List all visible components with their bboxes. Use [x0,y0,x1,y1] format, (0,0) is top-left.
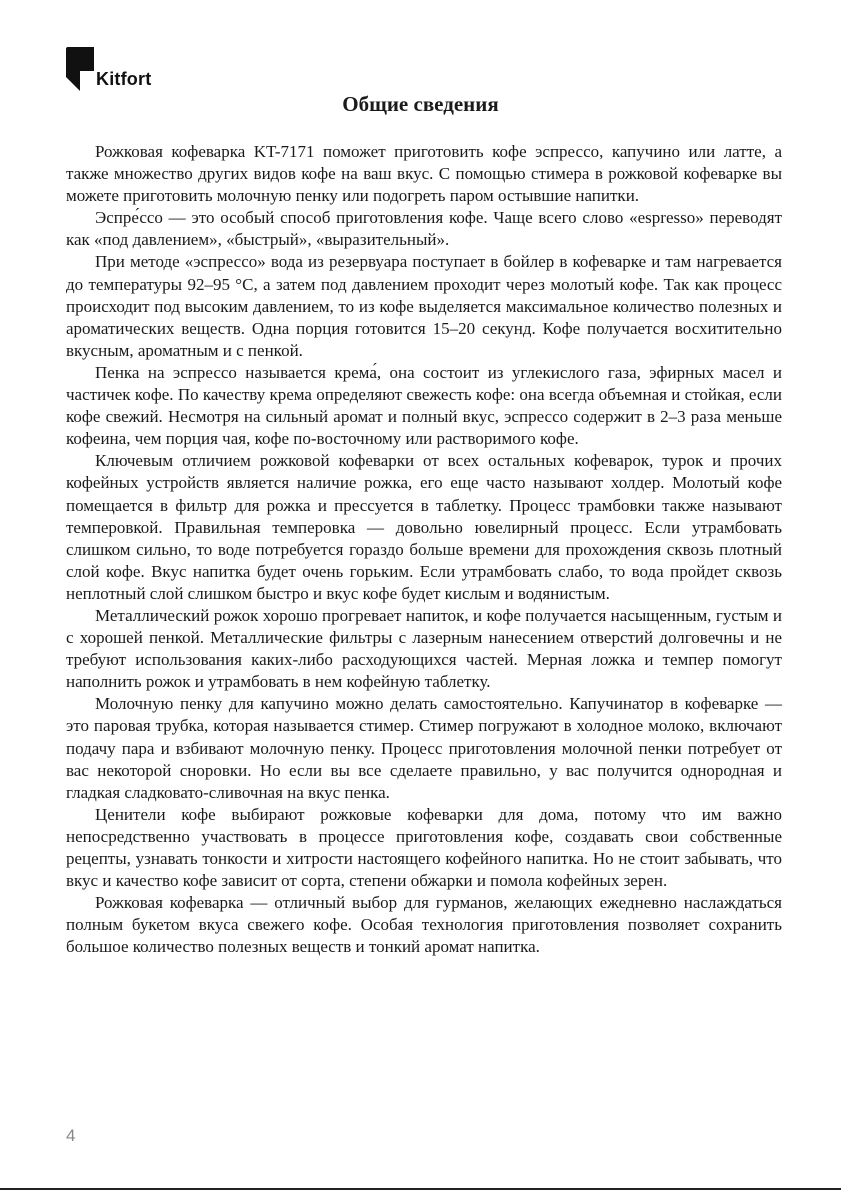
paragraph: Рожковая кофеварка — отличный выбор для гурманов, желающих ежедневно наслаждаться полным букетом вкуса свежего кофе. Особая технология приготовления позволяет сохранить большое количество полезных веществ и тонкий аромат напитка. [66,893,782,957]
page-number: 4 [66,1126,76,1145]
paragraph: Эспре́ссо — это особый способ приготовления кофе. Чаще всего слово «espresso» переводят как «под давлением», «быстрый», «выразительный». [66,208,782,250]
page-title: Общие сведения [342,92,499,116]
brand-name: Kitfort [96,69,152,89]
kitfort-logo-icon [66,47,94,91]
paragraph: Пенка на эспрессо называется крема́, она состоит из углекислого газа, эфирных масел и частичек кофе. По качеству крема определяют свежесть кофе: она всегда объемная и стойкая, если кофе свежий. Несмотря на сильный аромат и полный вкус, эспрессо содержит в 2–3 раза меньше кофеина, чем порция чая, кофе по-восточному или растворимого кофе. [66,362,782,449]
paragraph: При методе «эспрессо» вода из резервуара поступает в бойлер в кофеварке и там нагревается до температуры 92–95 °С, а затем под давлением проходит через молотый кофе. Так как процесс происходит под высоким давлением, то из кофе выделяется максимальное количество полезных и ароматических веществ. Одна порция готовится 15–20 секунд. Кофе получается восхитительно вкусным, ароматным и с пенкой. [66,252,782,360]
bottom-divider [0,1188,841,1190]
paragraph: Ключевым отличием рожковой кофеварки от всех остальных кофеварок, турок и прочих кофейных устройств является наличие рожка, его еще часто называют холдер. Молотый кофе помещается в фильтр для рожка и прессуется в таблетку. Процесс трамбовки также называют темперовкой. Правильная темперовка — довольно ювелирный процесс. Если утрамбовать слишком сильно, то воде потребуется гораздо больше времени для прохождения сквозь плотный слой кофе. Вкус напитка будет очень горьким. Если утрамбовать слабо, то вода пройдет сквозь неплотный слой слишком быстро и вкус кофе будет кислым и водянистым. [66,451,782,603]
brand-logo [66,47,151,91]
paragraph: Рожковая кофеварка KT-7171 поможет приготовить кофе эспрессо, капучино или латте, а также множество других видов кофе на ваш вкус. С помощью стимера в рожковой кофеварке вы можете приготовить молочную пенку или подогреть паром остывшие напитки. [66,142,782,206]
paragraph: Металлический рожок хорошо прогревает напиток, и кофе получается насыщенным, густым и с хорошей пенкой. Металлические фильтры с лазерным нанесением отверстий долговечны и не требуют использования каких-либо расходующихся частей. Мерная ложка и темпер помогут наполнить рожок и утрамбовать в нем кофейную таблетку. [66,605,782,692]
paragraph: Молочную пенку для капучино можно делать самостоятельно. Капучинатор в кофеварке — это паровая трубка, которая называется стимер. Стимер погружают в холодное молоко, включают подачу пара и взбивают молочную пенку. Процесс приготовления молочной пенки потребует от вас некоторой сноровки. Но если вы все сделаете правильно, у вас получится однородная и гладкая сладковато-сливочная на вкус пенка. [66,694,782,802]
paragraph: Ценители кофе выбирают рожковые кофеварки для дома, потому что им важно непосредственно участвовать в процессе приготовления кофе, создавать свои собственные рецепты, узнавать тонкости и хитрости настоящего кофейного напитка. Но не стоит забывать, что вкус и качество кофе зависит от сорта, степени обжарки и помола кофейных зерен. [66,804,782,891]
document-body [66,141,782,958]
